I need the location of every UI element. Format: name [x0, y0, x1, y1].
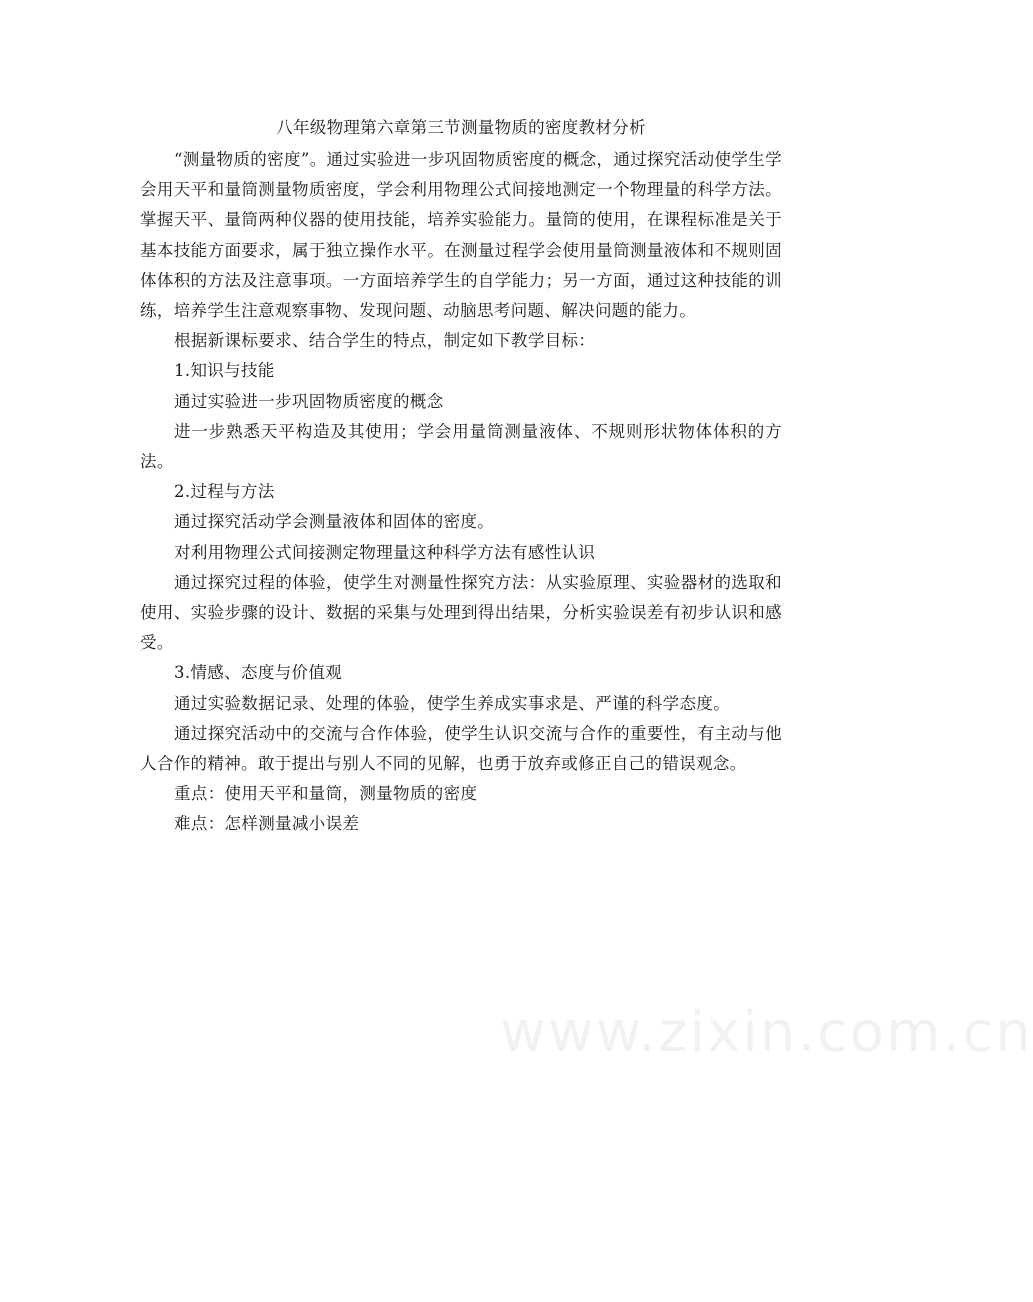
- paragraph-process-2: 对利用物理公式间接测定物理量这种科学方法有感性认识: [174, 542, 596, 562]
- heading-process-method: 2.过程与方法: [174, 482, 275, 502]
- paragraph-process-3: 通过探究过程的体验，使学生对测量性探究方法：从实验原理、实验器材的选取和使用、实验步骤的设计、数据的采集与处理到得出结果，分析实验误差有初步认识和感受。: [140, 572, 782, 653]
- document-title: 八年级物理第六章第三节测量物质的密度教材分析: [276, 118, 646, 137]
- paragraph-emotion-1: 通过实验数据记录、处理的体验，使学生养成实事求是、严谨的科学态度。: [174, 693, 731, 713]
- paragraph-key-point: 重点：使用天平和量筒，测量物质的密度: [174, 784, 478, 804]
- paragraph-goals-intro: 根据新课标要求、结合学生的特点，制定如下教学目标：: [174, 331, 596, 351]
- paragraph-emotion-2: 通过探究活动中的交流与合作体验，使学生认识交流与合作的重要性，有主动与他人合作的精神。敢于提出与别人不同的见解，也勇于放弃或修正自己的错误观念。: [140, 723, 782, 774]
- heading-knowledge-skills: 1.知识与技能: [174, 361, 275, 381]
- paragraph-difficult-point: 难点：怎样测量减小误差: [174, 814, 360, 834]
- paragraph-intro: “测量物质的密度”。通过实验进一步巩固物质密度的概念，通过探究活动使学生学会用天平和量筒测量物质密度，学会利用物理公式间接地测定一个物理量的科学方法。掌握天平、量筒两种仪器的使用技能，培养实验能力。量筒的使用，在课程标准是关于基本技能方面要求，属于独立操作水平。在测量过程学会使用量筒测量液体和不规则固体体积的方法及注意事项。一方面培养学生的自学能力；另一方面，通过这种技能的训练，培养学生注意观察事物、发现问题、动脑思考问题、解决问题的能力。: [140, 150, 782, 321]
- paragraph-process-1: 通过探究活动学会测量液体和固体的密度。: [174, 512, 495, 532]
- paragraph-knowledge-1: 通过实验进一步巩固物质密度的概念: [174, 391, 444, 411]
- heading-emotion-values: 3.情感、态度与价值观: [174, 663, 343, 683]
- watermark: www.zixin.com.cn: [500, 1000, 1033, 1065]
- paragraph-knowledge-2: 进一步熟悉天平构造及其使用；学会用量筒测量液体、不规则形状物体体积的方法。: [140, 421, 782, 472]
- document-page: [140, 115, 782, 840]
